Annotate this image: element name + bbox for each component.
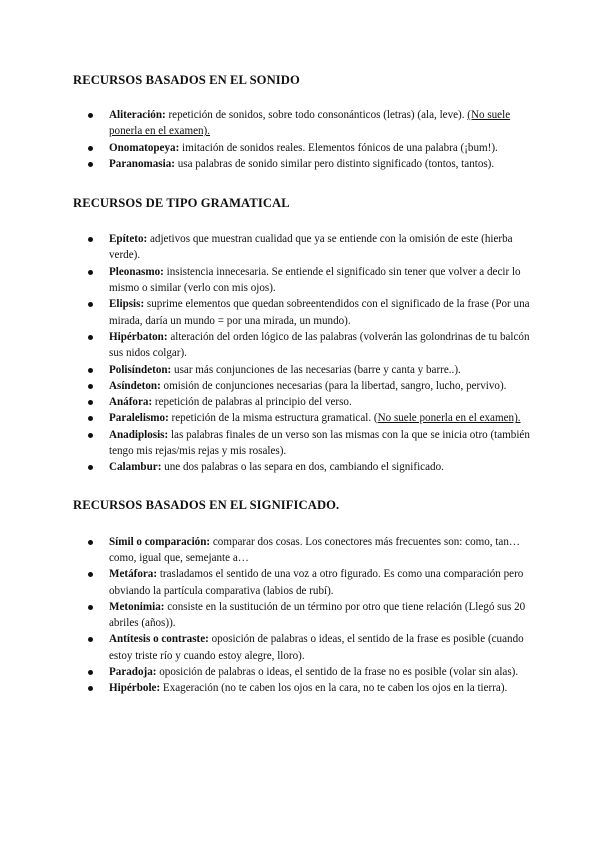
list-item-metafora: [73, 566, 540, 599]
bullet-icon: [88, 670, 93, 675]
bullet-icon: [88, 540, 93, 545]
section-title-sonido: RECURSOS BASADOS EN EL SONIDO: [73, 73, 300, 87]
list-item-epiteto: [73, 231, 540, 264]
term: Paralelismo:: [109, 412, 169, 425]
bullet-icon: [88, 686, 93, 691]
list-item-polisindeton: [73, 362, 540, 378]
list-sonido: [73, 107, 540, 172]
term: Símil o comparación:: [109, 535, 211, 548]
term: Calambur:: [109, 461, 162, 474]
list-item-pleonasmo: [73, 264, 540, 297]
term: Paranomasia:: [109, 157, 175, 170]
term: Elipsis:: [109, 298, 145, 311]
term: Anadiplosis:: [109, 428, 169, 441]
list-item-anadiplosis: [73, 427, 540, 460]
section-title-gramatical: RECURSOS DE TIPO GRAMATICAL: [73, 196, 290, 211]
bullet-icon: [88, 146, 93, 151]
definition: oposición de palabras o ideas, el sentido de la frase no es posible (volar sin alas).: [156, 666, 519, 679]
section-title-significado: RECURSOS BASADOS EN EL SIGNIFICADO.: [73, 497, 340, 512]
term: Anáfora:: [109, 396, 153, 409]
bullet-icon: [88, 416, 93, 421]
list-item-onomatopeya: [73, 140, 540, 156]
bullet-icon: [88, 113, 93, 118]
definition: oposición de palabras o ideas, el sentido de la frase es posible (cuando estoy triste río y cuando estoy alegre, lloro).: [109, 633, 524, 662]
list-item-aliteracion: [73, 107, 540, 140]
bullet-icon: [88, 237, 93, 242]
term: Hipérbaton:: [109, 330, 168, 343]
list-item-asindeton: [73, 378, 540, 394]
bullet-icon: [88, 162, 93, 167]
definition: alteración del orden lógico de las palabras (volverán las golondrinas de tu balcón sus nidos colgar).: [109, 330, 530, 360]
list-item-anafora: [73, 394, 540, 410]
bullet-icon: [88, 335, 93, 340]
definition: adjetivos que muestran cualidad que ya se entiende con la omisión de este (hierba verde).: [109, 233, 513, 262]
definition: usar más conjunciones de las necesarias (barre y canta y barre..).: [171, 363, 461, 376]
list-item-metonimia: [73, 599, 540, 632]
term: Asíndeton:: [109, 379, 161, 392]
bullet-icon: [88, 605, 93, 610]
bullet-icon: [88, 400, 93, 405]
list-item-elipsis: [73, 296, 540, 329]
bullet-icon: [88, 384, 93, 389]
list-gramatical: [73, 231, 540, 475]
bullet-icon: [88, 270, 93, 275]
list-item-hiperbole: [73, 680, 540, 696]
list-item-paranomasia: [73, 156, 540, 172]
term: Pleonasmo:: [109, 265, 164, 278]
bullet-icon: [88, 465, 93, 470]
bullet-icon: [88, 302, 93, 307]
list-item-calambur: [73, 459, 540, 475]
bullet-icon: [88, 572, 93, 577]
definition: Exageración (no te caben los ojos en la cara, no te caben los ojos en la tierra).: [160, 682, 508, 695]
definition: une dos palabras o las separa en dos, cambiando el significado.: [161, 461, 444, 474]
term: Polisíndeton:: [109, 363, 172, 376]
definition: las palabras finales de un verso son las mismas con la que se inicia otro (también tengo mis rejas/mis rejas y mis rosales).: [109, 428, 530, 458]
list-item-hiperbaton: [73, 329, 540, 362]
definition: insistencia innecesaria. Se entiende el significado sin tener que volver a decir lo mismo o similar (verlo con mis ojos).: [109, 265, 521, 295]
definition: imitación de sonidos reales. Elementos fónicos de una palabra (¡bum!).: [179, 141, 498, 154]
exam-note: No suele ponerla en el examen).: [377, 412, 521, 425]
definition: repetición de la misma estructura gramatical. (: [168, 412, 378, 425]
term: Hipérbole:: [109, 682, 161, 695]
term: Metáfora:: [109, 568, 158, 581]
list-item-simil: [73, 534, 540, 567]
bullet-icon: [88, 433, 93, 438]
term: Aliteración:: [109, 109, 166, 121]
definition: repetición de palabras al principio del verso.: [152, 396, 352, 409]
term: Paradoja:: [109, 666, 157, 679]
definition: comparar dos cosas. Los conectores más frecuentes son: como, tan…como, igual que, semejante a…: [109, 535, 520, 564]
definition: repetición de sonidos, sobre todo consonánticos (letras) (ala, leve).: [165, 109, 468, 121]
definition: omisión de conjunciones necesarias (para la libertad, sangro, lucho, pervivo).: [160, 379, 507, 392]
exam-note: (No suele ponerla en el examen).: [109, 109, 511, 138]
list-item-antitesis: [73, 631, 540, 664]
term: Metonimia:: [109, 600, 165, 613]
list-significado: [73, 534, 540, 697]
list-item-paradoja: [73, 664, 540, 680]
list-item-paralelismo: [73, 410, 540, 426]
definition: suprime elementos que quedan sobreentendidos con el significado de la frase (Por una mirada, daría un mundo = por una mirada, un mundo).: [109, 298, 530, 327]
bullet-icon: [88, 368, 93, 373]
bullet-icon: [88, 637, 93, 642]
term: Onomatopeya:: [109, 141, 180, 154]
term: Antítesis o contraste:: [109, 633, 209, 646]
term: Epíteto:: [109, 233, 148, 246]
definition: consiste en la sustitución de un término por otro que tiene relación (Llegó sus 20 abriles (años)).: [109, 600, 526, 630]
definition: trasladamos el sentido de una voz a otro figurado. Es como una comparación pero obviando la partícula comparativa (labios de rubí).: [109, 568, 524, 597]
definition: usa palabras de sonido similar pero distinto significado (tontos, tantos).: [174, 157, 495, 170]
